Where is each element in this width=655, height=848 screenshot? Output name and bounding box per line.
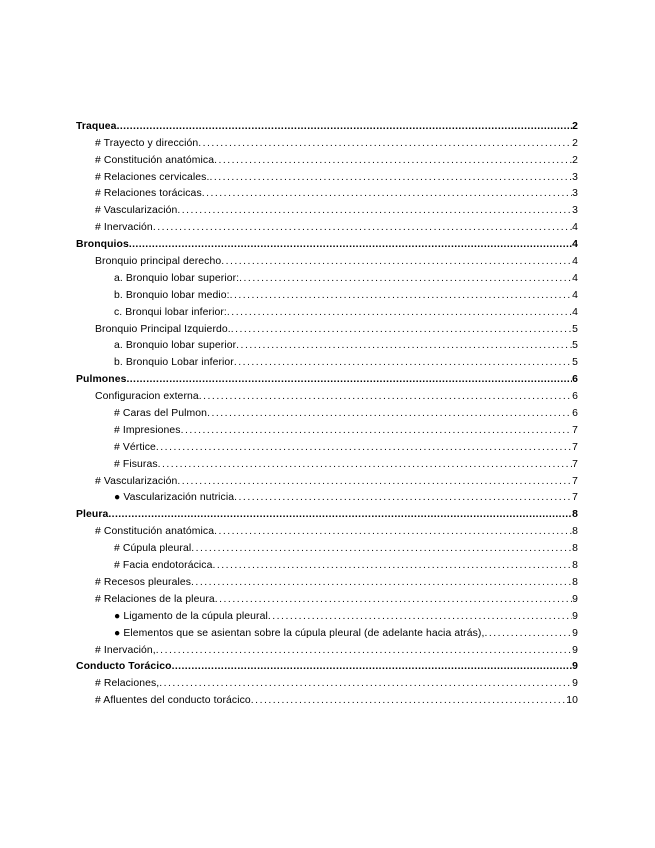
toc-entry[interactable] [76,133,578,150]
toc-section-heading[interactable] [76,657,578,674]
toc-page-number: 6 [572,391,578,403]
toc-page-number: 3 [572,188,578,200]
toc-entry-title: a. Bronquio lobar superior: [114,272,240,284]
toc-entry[interactable] [76,623,578,640]
toc-page-number: 4 [572,222,578,234]
toc-section-heading[interactable] [76,369,578,386]
toc-page-number: 4 [572,239,578,251]
toc-entry-title: Traquea [76,120,117,132]
toc-entry[interactable] [76,521,578,538]
toc-page-number: 2 [572,120,578,132]
toc-dot-leader [234,357,572,369]
toc-dot-leader [156,442,572,454]
toc-page-number: 7 [572,424,578,436]
toc-page-number: 6 [572,408,578,420]
toc-entry-title: # Facia endotorácica [114,560,213,572]
toc-entry[interactable] [76,572,578,589]
toc-entry-title: Pleura [76,509,109,521]
toc-entry[interactable] [76,690,578,707]
toc-dot-leader [159,678,572,690]
toc-page-number: 10 [566,695,578,707]
toc-entry-title: b. Bronquio lobar medio: [114,289,230,301]
toc-entry-title: Bronquio Principal Izquierdo. [95,323,231,335]
toc-dot-leader [214,155,572,167]
toc-section-heading[interactable] [76,116,578,133]
toc-dot-leader [214,526,572,538]
toc-entry[interactable] [76,285,578,302]
toc-page-number: 7 [572,458,578,470]
toc-page-number: 3 [572,171,578,183]
toc-entry[interactable] [76,555,578,572]
toc-entry[interactable] [76,268,578,285]
toc-page-number: 8 [572,509,578,521]
toc-page-number: 5 [572,323,578,335]
toc-entry-title: Configuracion externa [95,391,199,403]
toc-page-number: 7 [572,492,578,504]
toc-page-number: 9 [572,610,578,622]
toc-page-number: 5 [572,357,578,369]
toc-entry[interactable] [76,167,578,184]
toc-dot-leader [251,695,566,707]
toc-dot-leader [117,121,573,133]
toc-entry[interactable] [76,386,578,403]
toc-entry[interactable] [76,319,578,336]
toc-entry[interactable] [76,420,578,437]
toc-entry-title: # Vascularización [95,475,178,487]
toc-entry-title: # Recesos pleurales [95,576,192,588]
toc-dot-leader [198,138,572,150]
toc-page-number: 9 [572,593,578,605]
toc-entry-title: ● Vascularización nutricia [114,492,235,504]
toc-dot-leader [191,543,572,555]
table-of-contents [76,116,578,707]
toc-page-number: 5 [572,340,578,352]
toc-entry[interactable] [76,336,578,353]
toc-dot-leader [231,324,572,336]
toc-dot-leader [268,611,572,623]
toc-dot-leader [234,492,572,504]
toc-dot-leader [239,273,572,285]
toc-page-number: 4 [572,272,578,284]
toc-dot-leader [172,661,573,673]
toc-entry-title: # Inervación, [95,644,156,656]
toc-entry-title: # Caras del Pulmon [114,408,208,420]
toc-dot-leader [191,577,572,589]
toc-entry[interactable] [76,184,578,201]
toc-section-heading[interactable] [76,504,578,521]
toc-entry-title: # Cúpula pleural [114,543,192,555]
toc-dot-leader [215,594,572,606]
toc-entry-title: # Vértice [114,441,156,453]
toc-dot-leader [126,374,572,386]
toc-page-number: 2 [572,154,578,166]
toc-dot-leader [158,459,572,471]
toc-page-number: 2 [572,137,578,149]
toc-page-number: 8 [572,543,578,555]
toc-dot-leader [212,560,572,572]
toc-entry-title: # Relaciones cervicales. [95,171,210,183]
toc-entry[interactable] [76,471,578,488]
toc-page-number: 9 [572,661,578,673]
toc-dot-leader [108,509,572,521]
toc-dot-leader [153,222,572,234]
toc-entry-title: # Inervación [95,222,153,234]
toc-dot-leader [209,172,572,184]
toc-page-number: 7 [572,475,578,487]
toc-dot-leader [236,340,572,352]
toc-dot-leader [227,307,572,319]
toc-dot-leader [207,408,572,420]
toc-dot-leader [230,290,572,302]
toc-dot-leader [199,391,572,403]
toc-dot-leader [177,205,572,217]
toc-entry-title: a. Bronquio lobar superior [114,340,237,352]
toc-entry[interactable] [76,606,578,623]
toc-entry-title: b. Bronquio Lobar inferior [114,357,234,369]
toc-entry-title: Bronquio principal derecho [95,256,222,268]
toc-entry-title: # Vascularización [95,205,178,217]
toc-page-number: 3 [572,205,578,217]
toc-entry[interactable] [76,352,578,369]
toc-entry-title: Pulmones [76,374,127,386]
toc-entry[interactable] [76,673,578,690]
toc-page-number: 4 [572,289,578,301]
toc-page-number: 4 [572,306,578,318]
toc-entry-title: # Fisuras [114,458,158,470]
toc-page-number: 9 [572,627,578,639]
toc-page-number: 8 [572,526,578,538]
toc-entry[interactable] [76,488,578,505]
toc-entry[interactable] [76,150,578,167]
toc-entry-title: # Constitución anatómica [95,526,215,538]
toc-entry[interactable] [76,454,578,471]
toc-entry[interactable] [76,403,578,420]
toc-entry-title: # Relaciones torácicas [95,188,202,200]
toc-entry-title: ● Ligamento de la cúpula pleural [114,610,268,622]
toc-entry-title: # Impresiones [114,424,181,436]
toc-entry-title: c. Bronqui lobar inferior: [114,306,227,318]
toc-entry[interactable] [76,538,578,555]
toc-dot-leader [221,256,572,268]
toc-entry-title: Conducto Torácico [76,661,172,673]
toc-entry-title: # Constitución anatómica [95,154,215,166]
toc-entry-title: # Afluentes del conducto torácico [95,695,251,707]
toc-page-number: 8 [572,576,578,588]
toc-entry-title: ● Elementos que se asientan sobre la cúpula pleural (de adelante hacia atrás), [114,627,485,639]
toc-page-number: 7 [572,441,578,453]
toc-entry-title: Bronquios [76,239,129,251]
toc-dot-leader [177,476,572,488]
toc-page-number: 4 [572,256,578,268]
toc-dot-leader [129,239,572,251]
toc-page-number: 6 [572,374,578,386]
toc-page-number: 9 [572,644,578,656]
toc-entry[interactable] [76,437,578,454]
toc-entry-title: # Relaciones de la pleura [95,593,215,605]
toc-page-number: 8 [572,560,578,572]
toc-entry[interactable] [76,302,578,319]
toc-entry[interactable] [76,200,578,217]
toc-page-number: 9 [572,678,578,690]
toc-section-heading[interactable] [76,234,578,251]
toc-entry-title: # Relaciones, [95,678,160,690]
toc-dot-leader [181,425,573,437]
toc-entry[interactable] [76,589,578,606]
toc-dot-leader [156,645,572,657]
toc-entry-title: # Trayecto y dirección [95,137,199,149]
toc-dot-leader [202,188,572,200]
toc-entry[interactable] [76,217,578,234]
toc-entry[interactable] [76,251,578,268]
toc-entry[interactable] [76,640,578,657]
toc-dot-leader [484,628,572,640]
